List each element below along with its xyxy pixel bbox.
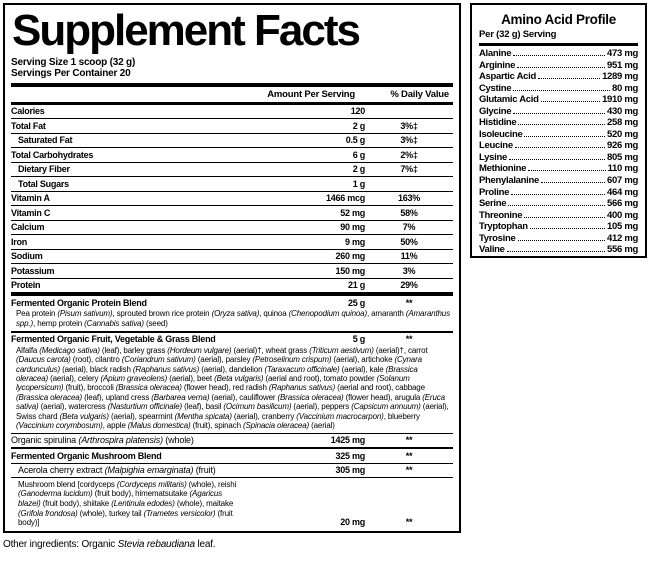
dotted-leader xyxy=(518,124,605,125)
amino-name: Serine xyxy=(479,198,507,210)
amino-row xyxy=(479,60,638,72)
dotted-leader xyxy=(509,159,605,160)
amino-value: 556 mg xyxy=(607,244,638,256)
amino-panel-title: Amino Acid Profile xyxy=(501,12,616,27)
amino-acid-panel xyxy=(470,3,647,258)
amino-row xyxy=(479,129,638,141)
amino-name: Glycine xyxy=(479,105,512,117)
dotted-leader xyxy=(513,55,605,56)
nutrient-name: Iron xyxy=(11,236,27,247)
nutrient-name: Fermented Organic Protein Blend xyxy=(11,297,147,308)
table-row xyxy=(11,477,453,529)
ingredient-paragraph: Mushroom blend [cordyceps (Cordyceps militaris) (whole), reishi (Ganoderma lucidum) (fruit body), himematsutake (Agaricus blazei) (fruit body), shiitake (Lentinula edodes) (whole), maitake (Grifola frondosa) (whole), turkey tail (Trametes versicolor) (fruit body)] xyxy=(18,479,237,528)
dotted-leader xyxy=(524,217,605,218)
amino-row xyxy=(479,48,638,60)
table-row xyxy=(11,191,453,206)
amino-row xyxy=(479,233,638,245)
nutrient-amount: 120 xyxy=(350,106,365,117)
nutrient-name: Total Carbohydrates xyxy=(11,149,94,160)
nutrient-amount: 2 g xyxy=(352,164,365,175)
amino-name: Threonine xyxy=(479,209,523,221)
amino-value: 951 mg xyxy=(607,59,638,71)
nutrient-amount: 1425 mg xyxy=(330,435,365,446)
amino-value: 105 mg xyxy=(607,221,638,233)
amino-name: Valine xyxy=(479,244,505,256)
nutrient-amount: 2 g xyxy=(352,120,365,131)
amino-row xyxy=(479,244,638,256)
amino-name: Lysine xyxy=(479,151,507,163)
amino-name: Arginine xyxy=(479,59,516,71)
amino-value: 400 mg xyxy=(607,209,638,221)
amino-acid-list xyxy=(479,48,638,256)
amino-value: 520 mg xyxy=(607,128,638,140)
table-row xyxy=(11,278,453,293)
amino-name: Isoleucine xyxy=(479,128,523,140)
column-header-amount: Amount Per Serving xyxy=(267,88,355,100)
nutrient-daily-value: 3%‡ xyxy=(400,120,418,131)
amino-name: Glutamic Acid xyxy=(479,94,539,106)
nutrient-name: Organic spirulina (Arthrospira platensis) (whole) xyxy=(11,435,194,446)
panel-title: Supplement Facts xyxy=(12,6,359,55)
nutrient-name: Fermented Organic Fruit, Vegetable & Grass Blend xyxy=(11,334,216,345)
amino-name: Histidine xyxy=(479,117,517,129)
amino-row xyxy=(479,106,638,118)
amino-value: 110 mg xyxy=(607,163,638,175)
dotted-leader xyxy=(513,90,610,91)
blend-ingredients: Pea protein (Pisum sativum), sprouted brown rice protein (Oryza sativa), quinoa (Chenopodium quinoa), amaranth (Amaranthus spp.), hemp protein (Cannabis sativa) (seed) xyxy=(16,309,450,328)
nutrient-amount: 305 mg xyxy=(335,465,365,476)
amino-row xyxy=(479,83,638,95)
nutrient-daily-value: 7%‡ xyxy=(400,164,418,175)
dotted-leader xyxy=(528,170,605,171)
table-row xyxy=(11,133,453,148)
nutrient-daily-value: 11% xyxy=(400,251,418,262)
amino-value: 80 mg xyxy=(612,82,638,94)
nutrient-name: Sodium xyxy=(11,251,43,262)
dotted-leader xyxy=(541,101,600,102)
nutrient-amount: 0.5 g xyxy=(345,135,365,146)
table-row xyxy=(11,220,453,235)
nutrient-name: Potassium xyxy=(11,265,55,276)
amino-value: 258 mg xyxy=(607,117,638,129)
nutrient-name: Calcium xyxy=(11,222,45,233)
nutrient-name: Total Sugars xyxy=(18,178,69,189)
nutrient-table xyxy=(11,105,453,529)
amino-name: Aspartic Acid xyxy=(479,71,536,83)
blend-ingredients: Alfalfa (Medicago sativa) (leaf), barley grass (Hordeum vulgare) (aerial)†, wheat grass (Triticum aestivum) (aerial)†, carrot (Daucus carota) (root), cilantro (Coriandrum sativum) (aerial), parsley (Petroselinum crispum) (aerial), artichoke (Cynara cardunculus) (aerial), black radish (Raphanus sativus) (aerial), dandelion (Taraxacum officinale) (aerial), kale (Brassica oleracea) (aerial), celery (Apium graveolens) (aerial), beet (Beta vulgaris) (aerial and root), tomato powder (Solanum lycopersicum) (fruit), broccoli (Brassica oleracea) (flower head), red radish (Raphanus sativus) (aerial and root), cabbage (Brassica oleracea) (leaf), upland cress (Barbarea verna) (aerial), cauliflower (Brassica oleracea) (flower head), arugula (Eruca sativa) (aerial), watercress (Nasturtium officinale) (leaf), basil (Ocimum basilicum) (aerial), peppers (Capsicum annuum) (aerial), Swiss chard (Beta vulgaris) (aerial), spearmint (Mentha spicata) (aerial), cranberry (Vaccinium macrocarpon), blueberry (Vaccinium corymbosum), apple (Malus domestica) (fruit), spinach (Spinacia oleracea) (aerial) xyxy=(16,345,449,430)
nutrient-name: Acerola cherry extract (Malpighia emarginata) (fruit) xyxy=(18,465,216,476)
amino-value: 566 mg xyxy=(607,198,638,210)
nutrient-daily-value: 29% xyxy=(400,280,418,291)
nutrient-daily-value: 163% xyxy=(397,193,421,204)
nutrient-daily-value: ** xyxy=(405,297,413,308)
table-row xyxy=(11,205,453,220)
nutrient-amount: 1 g xyxy=(352,178,365,189)
table-row xyxy=(11,147,453,162)
nutrient-daily-value: ** xyxy=(405,450,413,461)
nutrient-daily-value: 3% xyxy=(402,265,416,276)
servings-per-container: Servings Per Container 20 xyxy=(11,68,131,80)
dotted-leader xyxy=(507,251,605,252)
dotted-leader xyxy=(524,136,605,137)
dotted-leader xyxy=(511,194,605,195)
rule-thick xyxy=(479,43,638,46)
amino-value: 1910 mg xyxy=(602,94,638,106)
amino-row xyxy=(479,175,638,187)
nutrient-name: Vitamin C xyxy=(11,207,51,218)
amino-name: Phenylalanine xyxy=(479,175,539,187)
nutrient-amount: 20 mg xyxy=(340,517,365,528)
amino-row xyxy=(479,198,638,210)
nutrient-name: Fermented Organic Mushroom Blend xyxy=(11,450,162,461)
table-row xyxy=(11,234,453,249)
nutrient-amount: 9 mg xyxy=(344,236,365,247)
nutrient-name: Vitamin A xyxy=(11,193,50,204)
serving-size: Serving Size 1 scoop (32 g) xyxy=(11,56,136,68)
dotted-leader xyxy=(515,147,605,148)
footnotes-section xyxy=(11,531,453,533)
amino-row xyxy=(479,94,638,106)
table-row xyxy=(11,176,453,191)
nutrient-amount: 150 mg xyxy=(335,265,365,276)
nutrient-amount: 1466 mcg xyxy=(325,193,365,204)
column-header-dv: % Daily Value xyxy=(390,88,449,100)
nutrient-daily-value: ** xyxy=(405,465,413,476)
nutrient-name: Saturated Fat xyxy=(18,135,73,146)
nutrient-daily-value: 58% xyxy=(400,207,418,218)
nutrient-daily-value: 2%‡ xyxy=(400,149,418,160)
amino-value: 464 mg xyxy=(607,186,638,198)
table-row xyxy=(11,118,453,133)
amino-row xyxy=(479,117,638,129)
dotted-leader xyxy=(508,205,605,206)
amino-value: 805 mg xyxy=(607,151,638,163)
table-row xyxy=(11,263,453,278)
nutrient-name: Protein xyxy=(11,280,41,291)
nutrient-amount: 90 mg xyxy=(340,222,365,233)
nutrient-amount: 260 mg xyxy=(335,251,365,262)
amino-row xyxy=(479,187,638,199)
nutrient-amount: 6 g xyxy=(352,149,365,160)
table-row xyxy=(11,249,453,264)
amino-name: Alanine xyxy=(479,48,512,59)
other-ingredients: Other ingredients: Organic Stevia rebaudiana leaf. xyxy=(3,539,216,550)
table-row xyxy=(11,463,453,478)
amino-row xyxy=(479,210,638,222)
amino-row xyxy=(479,152,638,164)
nutrient-daily-value: 7% xyxy=(402,222,416,233)
amino-name: Cystine xyxy=(479,82,512,94)
amino-name: Tyrosine xyxy=(479,232,516,244)
nutrient-daily-value: ** xyxy=(405,435,413,446)
table-row xyxy=(11,292,453,330)
nutrient-amount: 325 mg xyxy=(335,450,365,461)
amino-row xyxy=(479,140,638,152)
amino-name: Proline xyxy=(479,186,510,198)
table-row xyxy=(11,162,453,177)
amino-value: 412 mg xyxy=(607,232,638,244)
table-row xyxy=(11,331,453,433)
amino-name: Leucine xyxy=(479,140,513,152)
amino-value: 1289 mg xyxy=(602,71,638,83)
dotted-leader xyxy=(538,78,600,79)
nutrient-amount: 52 mg xyxy=(340,207,365,218)
amino-row xyxy=(479,163,638,175)
nutrient-name: Calories xyxy=(11,106,45,117)
amino-value: 430 mg xyxy=(607,105,638,117)
dotted-leader xyxy=(530,228,605,229)
table-row xyxy=(11,447,453,463)
amino-row xyxy=(479,221,638,233)
dotted-leader xyxy=(517,67,605,68)
nutrient-name: Total Fat xyxy=(11,120,46,131)
nutrient-amount: 5 g xyxy=(352,334,365,345)
nutrient-amount: 25 g xyxy=(347,297,365,308)
dotted-leader xyxy=(513,113,605,114)
nutrient-daily-value: 3%‡ xyxy=(400,135,418,146)
nutrient-daily-value: ** xyxy=(405,517,413,528)
nutrient-daily-value: ** xyxy=(405,334,413,345)
nutrient-amount: 21 g xyxy=(347,280,365,291)
amino-value: 607 mg xyxy=(607,175,638,187)
amino-row xyxy=(479,71,638,83)
table-row xyxy=(11,433,453,448)
amino-value: 926 mg xyxy=(607,140,638,152)
amino-panel-subtitle: Per (32 g) Serving xyxy=(479,29,557,40)
column-header-row xyxy=(11,87,453,105)
table-row xyxy=(11,105,453,119)
amino-name: Methionine xyxy=(479,163,527,175)
dotted-leader xyxy=(518,240,606,241)
amino-name: Tryptophan xyxy=(479,221,528,233)
supplement-facts-panel xyxy=(3,3,461,533)
amino-value: 473 mg xyxy=(607,48,638,59)
nutrient-daily-value: 50% xyxy=(400,236,418,247)
nutrient-name: Dietary Fiber xyxy=(18,164,70,175)
dotted-leader xyxy=(541,182,605,183)
